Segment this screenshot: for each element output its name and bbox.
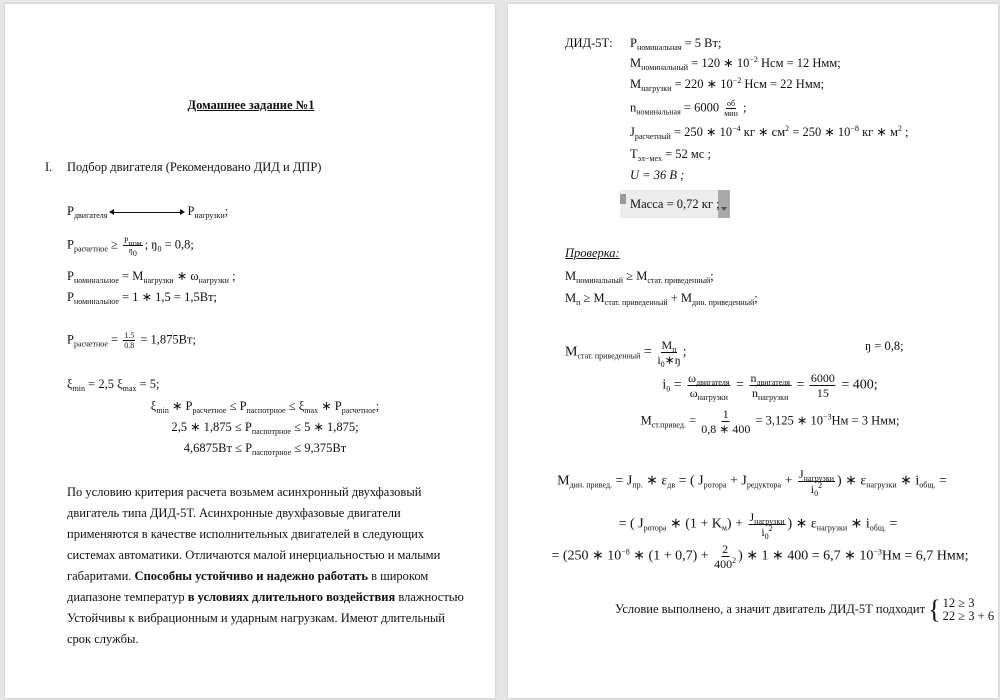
condition-1: 12 ≥ 3 — [942, 596, 975, 610]
equation-xi: $\xi_{min} = 2,5$ $\xi_{max} = 5$; — [67, 377, 160, 393]
fraction: $J_{нагрузки}$ $i_0^2$ — [749, 510, 785, 541]
equation-efficiency: ŋ = 0,8; — [865, 339, 904, 353]
fraction: $\omega_{двигателя}$ $\omega_{нагрузки}$ — [688, 371, 730, 402]
motor-label: ДИД-5Т: — [565, 36, 613, 50]
document-page-1 — [5, 4, 495, 698]
equation-power-nominal: $P_{номинальное} = M_{нагрузки}$ ∗ $\omega_{нагрузки}$ ; — [67, 269, 236, 285]
equation-range: $\xi_{min}$ ∗ $P_{расчетное} \le P_{паспотрное} \le \xi_{max}$ ∗ $P_{расчетное}$; — [150, 399, 380, 415]
equation-range-result: $4,6875Вт \le P_{паспотрное} \le 9,375Вт$ — [183, 441, 347, 457]
document-page-2 — [508, 4, 998, 698]
spec-power: $P_{номинальная} = 5$ Вт; — [630, 36, 722, 52]
conclusion-text — [615, 597, 994, 623]
equation-static-torque: $M_{стат. приведенный}$ = $M_п$ $i_0∗ŋ$ ; — [565, 338, 687, 369]
fraction: $\frac{1}{0,8 ∗ 400}$ — [701, 407, 751, 436]
spec-mass[interactable]: Масса = 0,72 кг ; — [630, 197, 720, 211]
equation-dynamic-torque-value: = (250 ∗ $10^{-8}$ ∗ (1 + 0,7) + $\frac{2}{400^2}$ ) ∗ 1 ∗ 400 = 6,7 ∗ $10^{-3}Нм = 6,7$ Нмм; — [551, 542, 969, 571]
description-paragraph: По условию критерия расчета возьмем асинхронный двухфазовый двигатель типа ДИД-5Т. Асинхронные двухфазовые двигатели применяются в качестве исполнительных двигателей в следующих системах автоматики. Отличаются малой инерциальностью и малыми габаритами. Способны устойчиво и надежно работать в широком диапазоне температур в условиях длительного воздействия влажностью Устойчивы к вибрационным и ударным нагрузкам. Имеют длительный срок службы. — [67, 485, 464, 646]
spec-voltage: U = 36 B ; — [630, 168, 685, 182]
double-arrow-icon — [113, 212, 181, 213]
equation-dynamic-torque-expanded: = ( $J_{ротора}$ ∗ $(1 + K_м)$ + $J_{нагрузки}$ $i_0^2$ ) ∗ $\varepsilon_{нагрузки}$ ∗ $i_{общ.}$ = — [618, 510, 898, 541]
fraction: $n_{двигателя}$ $n_{нагрузки}$ — [750, 371, 790, 402]
fraction: $\frac{1.5}{0.8}$ — [124, 331, 135, 350]
spec-time-constant: $T_{эл-мех} = 52$ мс ; — [630, 147, 711, 163]
fraction: $M_п$ $i_0∗ŋ$ — [657, 338, 681, 369]
check-condition-1: $M_{номинальный} \ge M_{стат. приведенный}$; — [565, 269, 714, 285]
equation-power-nominal-value: $P_{номинальное} = 1$ ∗ 1,5 = 1,5Вт; — [67, 290, 218, 306]
fraction: $\frac{6000}{15}$ — [810, 371, 835, 400]
brace-symbol: { — [928, 595, 941, 624]
fraction: $J_{нагрузки}$ $i_0^2$ — [798, 467, 834, 498]
section-number: I. — [45, 160, 53, 174]
document-title: Домашнее задание №1 — [187, 98, 315, 112]
equation-options-dropdown[interactable] — [718, 190, 730, 218]
condition-2: 22 ≥ 3 + 6 — [942, 609, 995, 623]
spec-torque-nominal: $M_{номинальный} = 120$ ∗ $10^{-2}$ Нсм = 12 Нмм; — [630, 55, 841, 72]
spec-torque-load: $M_{нагрузки} = 220$ ∗ $10^{-2}$ Нсм = 22 Нмм; — [630, 76, 825, 93]
check-heading: Проверка: — [565, 246, 620, 260]
spec-inertia: $J_{расчетный} = 250$ ∗ $10^{-4}$ кг ∗ $см^2 = 250$ ∗ $10^{-8}$ кг ∗ $м^2$ ; — [630, 124, 909, 141]
equation-dynamic-torque: $M_{дин. привед.} = J_{пр.}$ ∗ $\varepsilon_{дв}$ = ( $J_{ротора} + J_{редуктора}$ + $J_{нагрузки}$ $i_0^2$ ) ∗ $\varepsilon_{нагрузки}$ ∗ $i_{общ.}$ = — [557, 467, 947, 498]
equation-power-calc-value: $P_{расчетное}$ = $\frac{1.5}{0.8}$ = 1,875Вт; — [67, 331, 196, 350]
check-condition-2: $M_п \ge M_{стат. приведенный} + M_{дин. приведенный}$; — [565, 291, 758, 307]
fraction: $\frac{2}{400^2}$ — [714, 542, 737, 571]
equation-power-calc: $P_{расчетное}$ ≥ $P_{ном}$ $ŋ_0$ ; $ŋ_0 = 0,8$; — [67, 236, 194, 258]
equation-gear-ratio: $i_0$ = $\omega_{двигателя}$ $\omega_{нагрузки}$ = $n_{двигателя}$ $n_{нагрузки}$ = $\frac{6000}{15}$ = 400; — [662, 371, 878, 402]
equation-static-torque-value: $M_{ст.привед.}$ = $\frac{1}{0,8 ∗ 400}$ = 3,125 ∗ $10^{-3}Нм = 3$ Нмм; — [640, 407, 900, 436]
conclusion-label: Условие выполнено, а значит двигатель ДИД-5Т подходит — [615, 601, 926, 616]
condition-system — [943, 597, 994, 623]
equation-drag-handle[interactable] — [620, 194, 626, 204]
spec-speed: $n_{номинальная} = 6000$ об мин ; — [630, 99, 747, 118]
equation-power-match: $P_{двигателя}$ $P_{нагрузки}$; — [67, 204, 229, 220]
equation-range-values: 2,5 ∗ $1,875 \le P_{паспотрное} \le 5$ ∗ 1,875; — [171, 420, 359, 436]
section-title: Подбор двигателя (Рекомендовано ДИД и ДПР) — [67, 160, 322, 174]
fraction: $P_{ном}$ $ŋ_0$ — [124, 236, 142, 258]
fraction: об мин — [724, 99, 738, 118]
